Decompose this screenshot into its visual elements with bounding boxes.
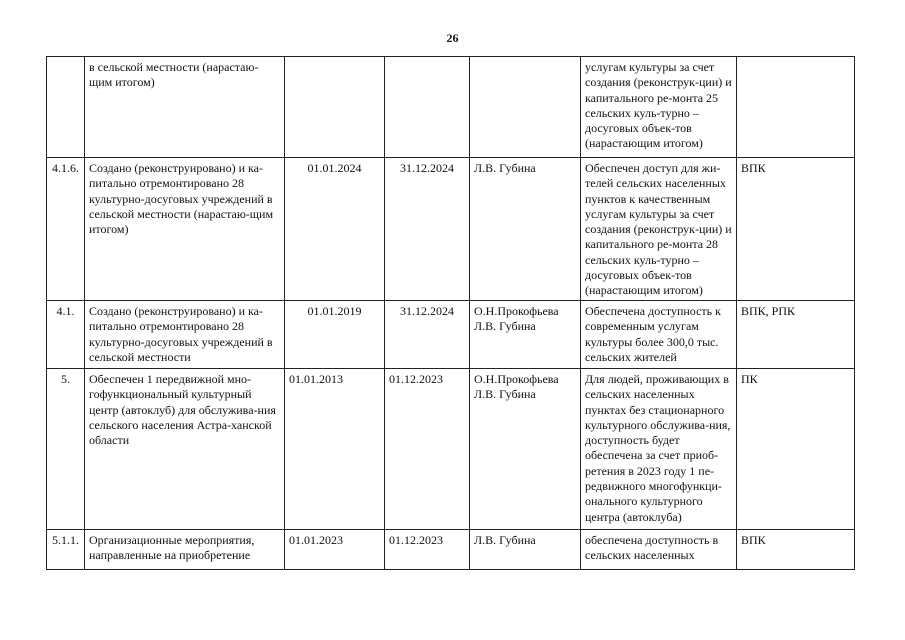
cell-type: ПК: [737, 369, 855, 530]
cell-end-date: [385, 57, 470, 158]
cell-result: Для людей, проживающих в сельских населенных пунктах без стационарного культурного обслужива-ния, доступность будет обеспечена за счет приоб-ретения в 2023 году 1 пе-редвижного многофункци-онального культурного центра (автоклуба): [581, 369, 737, 530]
cell-type: ВПК: [737, 530, 855, 570]
cell-name: Обеспечен 1 передвижной мно-гофункциональный культурный центр (автоклуб) для обслужива-ния сельского населения Астра-ханской области: [85, 369, 285, 530]
cell-start-date: 01.01.2013: [285, 369, 385, 530]
table-row: [47, 530, 855, 570]
cell-responsible: Л.В. Губина: [470, 158, 581, 301]
cell-result: Обеспечена доступность к современным услугам культуры более 300,0 тыс. сельских жителей: [581, 301, 737, 369]
cell-number: 5.: [47, 369, 85, 530]
table-row: [47, 57, 855, 158]
cell-responsible: О.Н.Прокофьева Л.В. Губина: [470, 369, 581, 530]
table-row: [47, 158, 855, 301]
cell-start-date: 01.01.2023: [285, 530, 385, 570]
cell-number: 4.1.6.: [47, 158, 85, 301]
cell-end-date: 01.12.2023: [385, 530, 470, 570]
cell-number: [47, 57, 85, 158]
cell-type: [737, 57, 855, 158]
table-row: [47, 301, 855, 369]
cell-type: ВПК: [737, 158, 855, 301]
cell-start-date: [285, 57, 385, 158]
table-row: [47, 369, 855, 530]
cell-name: Создано (реконструировано) и ка-питально отремонтировано 28 культурно-досуговых учреждений в сельской местности: [85, 301, 285, 369]
cell-start-date: 01.01.2019: [285, 301, 385, 369]
cell-name: Организационные мероприятия, направленные на приобретение: [85, 530, 285, 570]
cell-end-date: 31.12.2024: [385, 158, 470, 301]
cell-end-date: 31.12.2024: [385, 301, 470, 369]
cell-responsible: Л.В. Губина: [470, 530, 581, 570]
cell-result: обеспечена доступность в сельских населенных: [581, 530, 737, 570]
cell-name: Создано (реконструировано) и ка-питально отремонтировано 28 культурно-досуговых учреждений в сельской местности (нарастаю-щим итогом): [85, 158, 285, 301]
cell-responsible: [470, 57, 581, 158]
page-number: 26: [446, 31, 459, 45]
cell-number: 4.1.: [47, 301, 85, 369]
cell-number: 5.1.1.: [47, 530, 85, 570]
cell-result: услугам культуры за счет создания (реконструк-ции) и капитального ре-монта 25 сельских куль-турно – досуговых объек-тов (нарастающим итогом): [581, 57, 737, 158]
cell-responsible: О.Н.Прокофьева Л.В. Губина: [470, 301, 581, 369]
cell-start-date: 01.01.2024: [285, 158, 385, 301]
cell-name: в сельской местности (нарастаю-щим итогом): [85, 57, 285, 158]
cell-result: Обеспечен доступ для жи-телей сельских населенных пунктов к качественным услугам культуры за счет создания (реконструк-ции) и капитального ре-монта 28 сельских куль-турно – досуговых объек-тов (нарастающим итогом): [581, 158, 737, 301]
plan-table: [46, 56, 855, 570]
cell-type: ВПК, РПК: [737, 301, 855, 369]
cell-end-date: 01.12.2023: [385, 369, 470, 530]
